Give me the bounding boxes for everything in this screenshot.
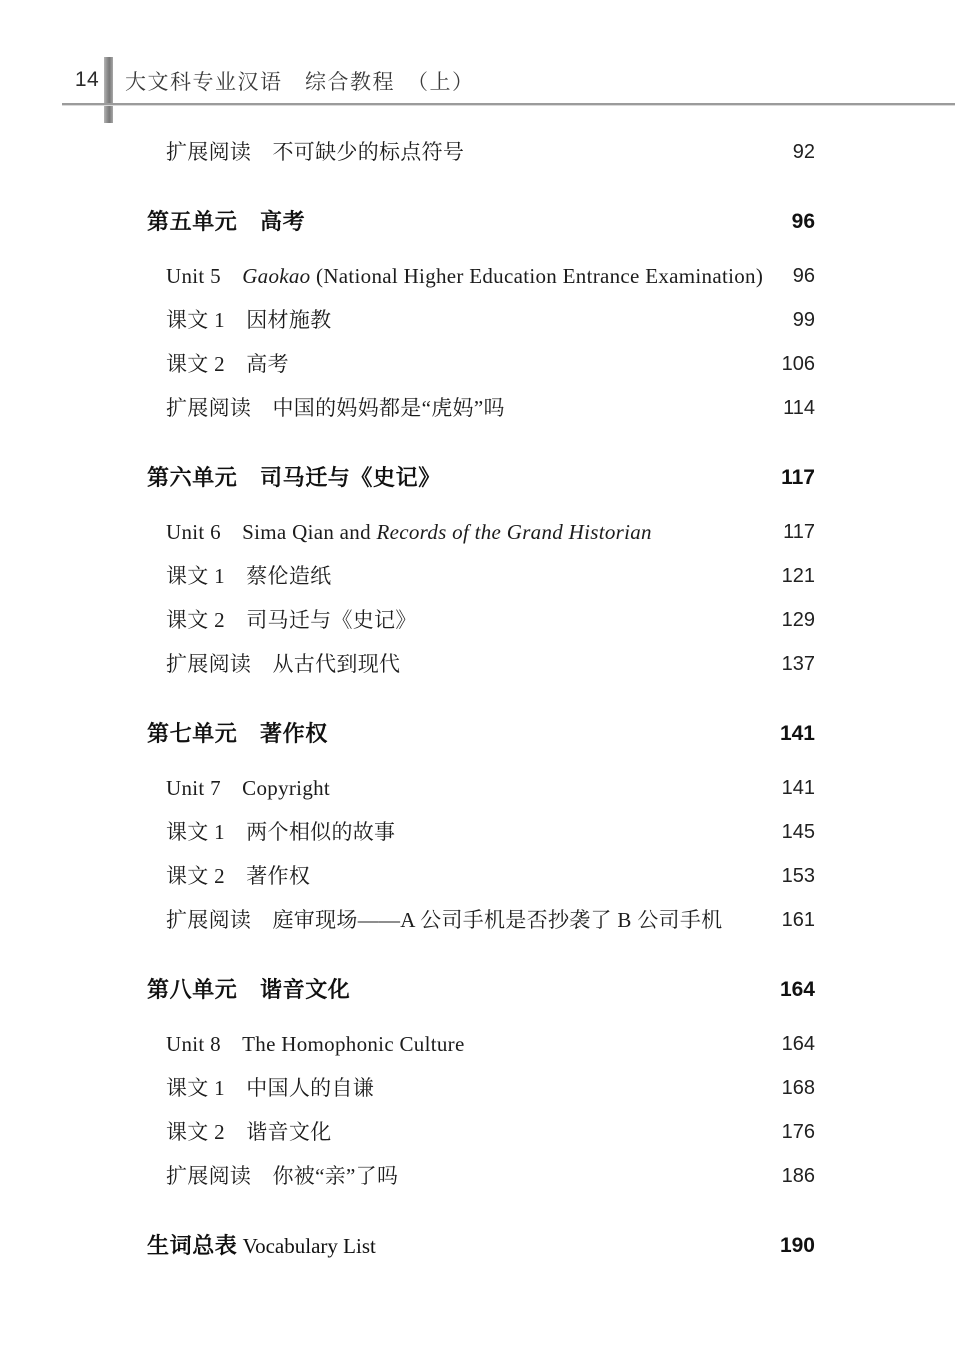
spacer bbox=[0, 942, 960, 968]
toc-unit-page: 117 bbox=[781, 466, 815, 489]
toc-unit-label: 第六单元 司马迁与《史记》 bbox=[147, 465, 441, 490]
toc-unit-label: 第七单元 著作权 bbox=[147, 721, 328, 746]
toc-entry-label: 课文 2 司马迁与《史记》 bbox=[166, 608, 417, 632]
toc-unit-label: 第五单元 高考 bbox=[147, 209, 306, 234]
toc-entry-unit8-lesson1[interactable] bbox=[0, 1066, 960, 1110]
toc-entry-label: 课文 2 著作权 bbox=[166, 864, 311, 888]
spacer bbox=[0, 1198, 960, 1224]
toc-entry-unit7-en[interactable] bbox=[0, 766, 960, 810]
toc-entry-label: 课文 1 蔡伦造纸 bbox=[166, 564, 332, 588]
toc-entry-page: 141 bbox=[781, 777, 815, 799]
toc-entry-label: 课文 2 谐音文化 bbox=[166, 1120, 332, 1144]
toc-entry-label: 课文 1 因材施教 bbox=[166, 308, 332, 332]
toc-entry-unit6-en[interactable] bbox=[0, 510, 960, 554]
toc-entry-page: 114 bbox=[783, 397, 815, 419]
toc-entry-page: 106 bbox=[781, 353, 815, 375]
toc-entry-unit6-lesson2[interactable] bbox=[0, 598, 960, 642]
toc-entry-label: 扩展阅读 从古代到现代 bbox=[166, 652, 401, 676]
spacer bbox=[0, 244, 960, 254]
toc-entry-label: 扩展阅读 不可缺少的标点符号 bbox=[166, 140, 465, 164]
toc-entry-page: 129 bbox=[781, 609, 815, 631]
toc-entry-unit5-lesson1[interactable] bbox=[0, 298, 960, 342]
toc-unit-heading-7[interactable] bbox=[0, 712, 960, 756]
toc-unit-page: 96 bbox=[791, 210, 815, 233]
header-rule bbox=[62, 103, 955, 106]
toc-entry-page: 121 bbox=[781, 565, 815, 587]
toc-entry-page: 92 bbox=[792, 141, 815, 163]
toc-unit-heading-8[interactable] bbox=[0, 968, 960, 1012]
toc-entry-label: 生词总表 Vocabulary List bbox=[147, 1233, 376, 1258]
toc-entry-page: 190 bbox=[779, 1234, 815, 1257]
toc-entry-label: 课文 2 高考 bbox=[166, 352, 289, 376]
spacer bbox=[0, 174, 960, 200]
toc-entry-unit7-extended-reading[interactable] bbox=[0, 898, 960, 942]
toc-unit-page: 141 bbox=[779, 722, 815, 745]
toc-unit-page: 164 bbox=[779, 978, 815, 1001]
toc-entry-unit5-extended-reading[interactable] bbox=[0, 386, 960, 430]
toc-entry-unit7-lesson2[interactable] bbox=[0, 854, 960, 898]
spacer bbox=[0, 500, 960, 510]
toc-entry-page: 164 bbox=[781, 1033, 815, 1055]
toc-unit-heading-6[interactable] bbox=[0, 456, 960, 500]
toc-entry-page: 153 bbox=[781, 865, 815, 887]
toc-entry-label: Unit 6 Sima Qian and Records of the Grand Historian bbox=[166, 520, 652, 544]
toc-entry-label: Unit 5 Gaokao (National Higher Education Entrance Examination) bbox=[166, 264, 764, 288]
toc-entry-label: 课文 1 两个相似的故事 bbox=[166, 820, 396, 844]
toc-entry-unit5-lesson2[interactable] bbox=[0, 342, 960, 386]
toc-entry-unit8-extended-reading[interactable] bbox=[0, 1154, 960, 1198]
toc-entry-page: 96 bbox=[792, 265, 815, 287]
toc-entry-page: 99 bbox=[792, 309, 815, 331]
toc-entry-page: 117 bbox=[783, 521, 815, 543]
toc-entry-unit8-lesson2[interactable] bbox=[0, 1110, 960, 1154]
toc-entry-page: 176 bbox=[781, 1121, 815, 1143]
toc-entry-page: 186 bbox=[781, 1165, 815, 1187]
toc-entry-label: 扩展阅读 中国的妈妈都是“虎妈”吗 bbox=[166, 396, 505, 420]
page-folio-number: 14 bbox=[74, 68, 100, 91]
spacer bbox=[0, 686, 960, 712]
header-divider-bar-icon bbox=[104, 57, 113, 123]
toc-entry-vocabulary-list[interactable] bbox=[0, 1224, 960, 1268]
toc-entry-label: 扩展阅读 庭审现场——A 公司手机是否抄袭了 B 公司手机 bbox=[166, 908, 723, 932]
toc-entry-label: Unit 7 Copyright bbox=[166, 776, 331, 800]
toc-unit-heading-5[interactable] bbox=[0, 200, 960, 244]
spacer bbox=[0, 430, 960, 456]
toc-unit-label: 第八单元 谐音文化 bbox=[147, 977, 351, 1002]
toc-entry-page: 137 bbox=[781, 653, 815, 675]
toc-entry-unit7-lesson1[interactable] bbox=[0, 810, 960, 854]
toc-entry-page: 168 bbox=[781, 1077, 815, 1099]
spacer bbox=[0, 756, 960, 766]
toc-entry-label-en: Vocabulary List bbox=[237, 1234, 376, 1258]
toc-entry-page: 145 bbox=[781, 821, 815, 843]
toc-entry-continuation[interactable] bbox=[0, 130, 960, 174]
table-of-contents bbox=[0, 130, 960, 1268]
toc-entry-unit5-en[interactable] bbox=[0, 254, 960, 298]
toc-entry-unit8-en[interactable] bbox=[0, 1022, 960, 1066]
toc-entry-label: 扩展阅读 你被“亲”了吗 bbox=[166, 1164, 399, 1188]
spacer bbox=[0, 1012, 960, 1022]
toc-entry-label: Unit 8 The Homophonic Culture bbox=[166, 1032, 465, 1056]
toc-entry-page: 161 bbox=[781, 909, 815, 931]
book-running-title: 大文科专业汉语 综合教程 （上） bbox=[125, 71, 475, 94]
toc-entry-unit6-lesson1[interactable] bbox=[0, 554, 960, 598]
toc-entry-label: 课文 1 中国人的自谦 bbox=[166, 1076, 375, 1100]
toc-entry-unit6-extended-reading[interactable] bbox=[0, 642, 960, 686]
running-head bbox=[0, 0, 960, 130]
